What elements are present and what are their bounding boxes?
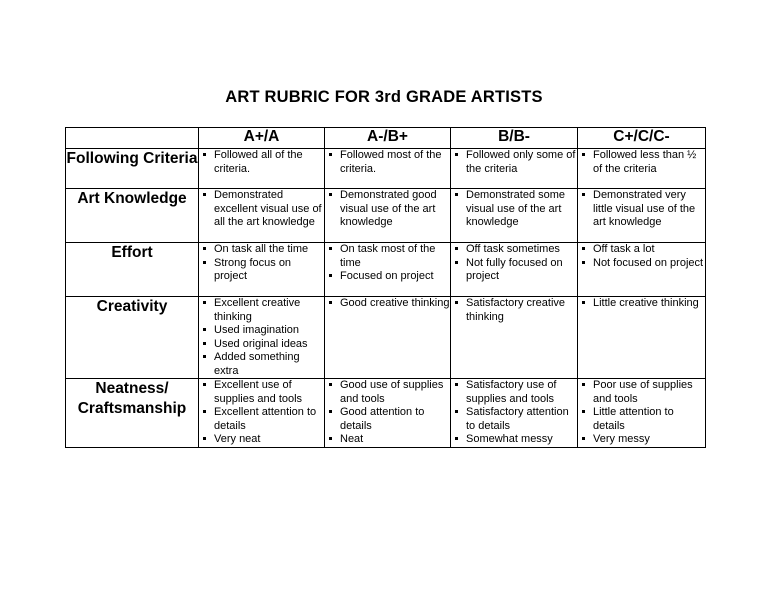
descriptor-item: Excellent creative thinking — [199, 297, 324, 324]
descriptor-item: Added something extra — [199, 351, 324, 378]
rubric-cell — [451, 297, 578, 379]
descriptor-item: Excellent attention to details — [199, 406, 324, 433]
rubric-cell — [199, 379, 325, 448]
descriptor-list — [199, 243, 324, 284]
descriptor-list — [451, 379, 577, 447]
descriptor-list — [578, 149, 705, 176]
descriptor-item: On task all the time — [199, 243, 324, 257]
descriptor-item: Poor use of supplies and tools — [578, 379, 705, 406]
rubric-row — [66, 149, 706, 189]
descriptor-list — [199, 149, 324, 176]
rubric-cell — [578, 243, 706, 297]
descriptor-list — [199, 379, 324, 447]
rubric-cell — [325, 379, 451, 448]
descriptor-item: Demonstrated very little visual use of the art knowledge — [578, 189, 705, 230]
descriptor-item: Very messy — [578, 433, 705, 447]
descriptor-list — [578, 189, 705, 230]
descriptor-item: Good attention to details — [325, 406, 450, 433]
rubric-cell — [578, 189, 706, 243]
descriptor-list — [451, 243, 577, 284]
descriptor-item: Excellent use of supplies and tools — [199, 379, 324, 406]
descriptor-list — [578, 379, 705, 447]
criterion-label: Effort — [66, 243, 199, 297]
descriptor-item: Good creative thinking — [325, 297, 450, 311]
descriptor-item: Strong focus on project — [199, 257, 324, 284]
descriptor-list — [325, 379, 450, 447]
rubric-cell — [199, 243, 325, 297]
rubric-cell — [199, 149, 325, 189]
descriptor-list — [451, 149, 577, 176]
descriptor-list — [325, 243, 450, 284]
grade-header: A+/A — [199, 128, 325, 149]
descriptor-list — [578, 243, 705, 270]
rubric-cell — [578, 149, 706, 189]
grade-header: C+/C/C- — [578, 128, 706, 149]
descriptor-item: Satisfactory creative thinking — [451, 297, 577, 324]
criterion-label: Following Criteria — [66, 149, 199, 189]
descriptor-item: Followed all of the criteria. — [199, 149, 324, 176]
rubric-cell — [325, 243, 451, 297]
descriptor-item: Satisfactory attention to details — [451, 406, 577, 433]
descriptor-item: Followed most of the criteria. — [325, 149, 450, 176]
rubric-row — [66, 379, 706, 448]
descriptor-item: Focused on project — [325, 270, 450, 284]
descriptor-list — [325, 149, 450, 176]
descriptor-list — [451, 189, 577, 230]
rubric-row — [66, 243, 706, 297]
descriptor-item: Followed only some of the criteria — [451, 149, 577, 176]
rubric-cell — [199, 189, 325, 243]
rubric-row — [66, 297, 706, 379]
rubric-cell — [451, 149, 578, 189]
rubric-cell — [325, 189, 451, 243]
criterion-label: Neatness/ Craftsmanship — [66, 379, 199, 448]
criterion-label: Creativity — [66, 297, 199, 379]
criterion-label: Art Knowledge — [66, 189, 199, 243]
rubric-cell — [199, 297, 325, 379]
grade-header-row — [66, 128, 706, 149]
descriptor-item: Demonstrated some visual use of the art knowledge — [451, 189, 577, 230]
descriptor-item: Good use of supplies and tools — [325, 379, 450, 406]
descriptor-list — [199, 297, 324, 378]
rubric-cell — [325, 297, 451, 379]
descriptor-item: Demonstrated good visual use of the art knowledge — [325, 189, 450, 230]
rubric-cell — [451, 243, 578, 297]
descriptor-list — [451, 297, 577, 324]
rubric-cell — [578, 379, 706, 448]
descriptor-item: Little attention to details — [578, 406, 705, 433]
rubric-table — [65, 127, 706, 448]
descriptor-item: Not focused on project — [578, 257, 705, 271]
grade-header: A-/B+ — [325, 128, 451, 149]
descriptor-item: Off task sometimes — [451, 243, 577, 257]
descriptor-item: Satisfactory use of supplies and tools — [451, 379, 577, 406]
descriptor-item: Neat — [325, 433, 450, 447]
descriptor-item: Used original ideas — [199, 338, 324, 352]
grade-header: B/B- — [451, 128, 578, 149]
descriptor-item: Very neat — [199, 433, 324, 447]
descriptor-item: On task most of the time — [325, 243, 450, 270]
descriptor-item: Demonstrated excellent visual use of all the art knowledge — [199, 189, 324, 230]
descriptor-list — [199, 189, 324, 230]
descriptor-item: Followed less than ½ of the criteria — [578, 149, 705, 176]
rubric-cell — [451, 379, 578, 448]
descriptor-item: Somewhat messy — [451, 433, 577, 447]
rubric-row — [66, 189, 706, 243]
descriptor-list — [325, 189, 450, 230]
rubric-cell — [325, 149, 451, 189]
descriptor-list — [578, 297, 705, 311]
descriptor-item: Little creative thinking — [578, 297, 705, 311]
descriptor-item: Not fully focused on project — [451, 257, 577, 284]
rubric-cell — [451, 189, 578, 243]
descriptor-list — [325, 297, 450, 311]
descriptor-item: Used imagination — [199, 324, 324, 338]
corner-cell — [66, 128, 199, 149]
rubric-cell — [578, 297, 706, 379]
descriptor-item: Off task a lot — [578, 243, 705, 257]
page-title: ART RUBRIC FOR 3rd GRADE ARTISTS — [225, 88, 543, 106]
